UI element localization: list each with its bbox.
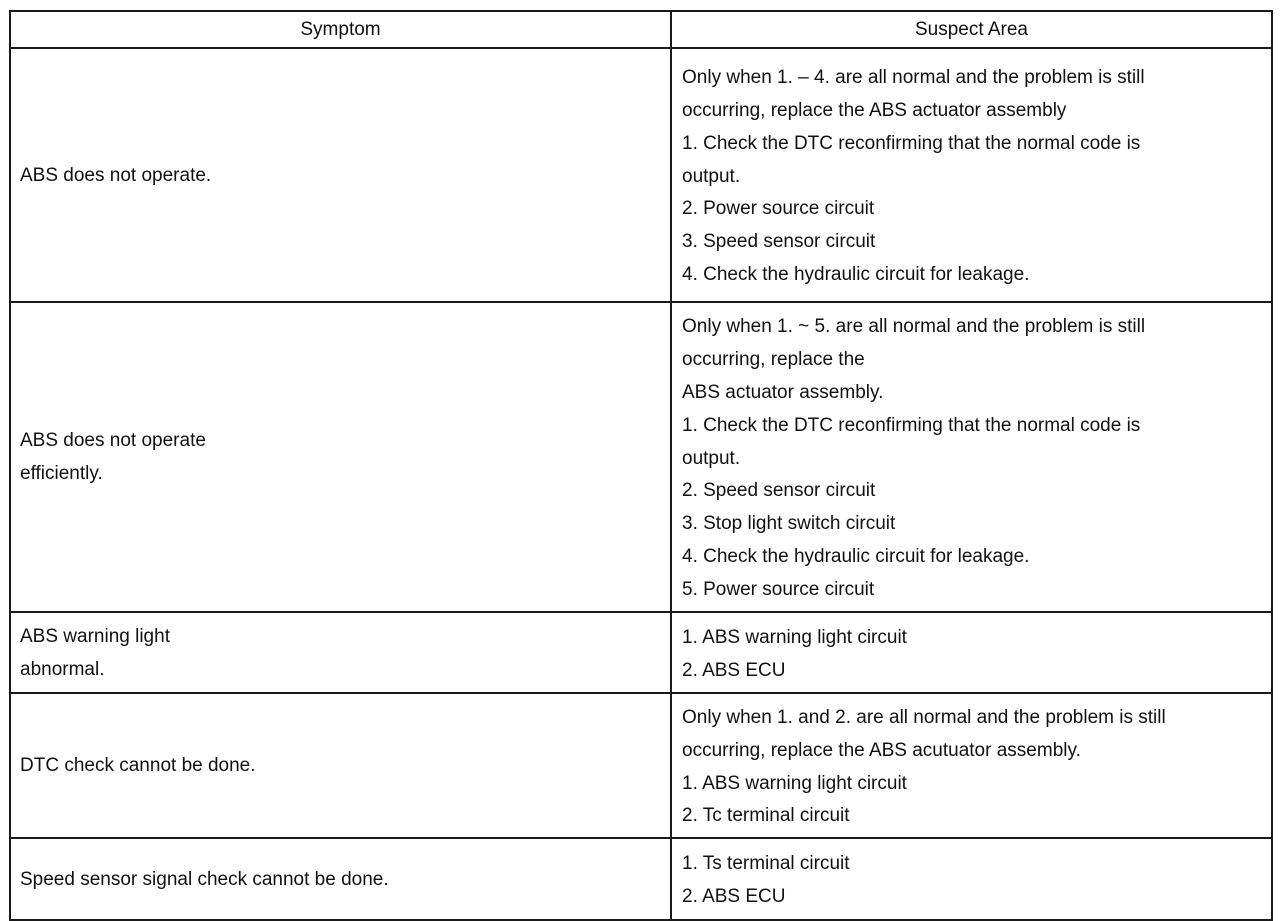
symptom-cell	[10, 302, 671, 612]
area-line: output.	[682, 447, 741, 469]
symptom-line: ABS does not operate	[20, 430, 206, 451]
suspect-area-cell	[671, 302, 1272, 612]
area-line: 2. Speed sensor circuit	[682, 480, 876, 502]
symptom-line: abnormal.	[20, 658, 105, 680]
symptom-table	[9, 10, 1273, 921]
symptom-line: ABS does not operate.	[20, 164, 212, 186]
suspect-area-cell	[671, 48, 1272, 302]
symptom-line: ABS warning light	[20, 625, 170, 647]
table-row	[10, 302, 1272, 612]
area-line: 1. Ts terminal circuit	[682, 853, 850, 875]
symptom-cell	[10, 612, 671, 693]
area-line: occurring, replace the ABS actuator assembly	[682, 100, 1067, 121]
suspect-area-cell	[671, 693, 1272, 838]
suspect-area-cell	[671, 838, 1272, 920]
symptom-line: DTC check cannot be done.	[20, 755, 256, 776]
area-line: 1. ABS warning light circuit	[682, 772, 907, 794]
area-line: 2. Tc terminal circuit	[682, 805, 850, 827]
symptom-cell	[10, 693, 671, 838]
table-row	[10, 838, 1272, 920]
table-row	[10, 693, 1272, 838]
area-line: occurring, replace the ABS acutuator assembly.	[682, 739, 1081, 761]
troubleshooting-sheet	[9, 10, 1271, 921]
area-line: 4. Check the hydraulic circuit for leakage.	[682, 545, 1030, 567]
area-line: Only when 1. – 4. are all normal and the problem is still	[682, 67, 1145, 89]
header-symptom: Symptom	[10, 11, 671, 48]
area-line: Only when 1. and 2. are all normal and the problem is still	[682, 706, 1166, 728]
symptom-cell	[10, 838, 671, 920]
suspect-area-cell	[671, 612, 1272, 693]
symptom-cell	[10, 48, 671, 302]
area-line: occurring, replace the	[682, 349, 865, 371]
area-line: 1. ABS warning light circuit	[682, 626, 907, 648]
area-line: 2. Power source circuit	[682, 198, 875, 220]
symptom-line: Speed sensor signal check cannot be done.	[20, 868, 389, 890]
area-line: 5. Power source circuit	[682, 578, 875, 600]
symptom-line: efficiently.	[20, 463, 103, 484]
table-row	[10, 612, 1272, 693]
area-line: 1. Check the DTC reconfirming that the normal code is	[682, 132, 1141, 154]
area-line: 3. Speed sensor circuit	[682, 231, 876, 253]
area-line: 3. Stop light switch circuit	[682, 513, 896, 535]
area-line: output.	[682, 165, 741, 187]
table-row	[10, 48, 1272, 302]
header-suspect-area: Suspect Area	[671, 11, 1272, 48]
area-line: 1. Check the DTC reconfirming that the normal code is	[682, 414, 1141, 436]
header-row	[10, 11, 1272, 48]
area-line: 2. ABS ECU	[682, 886, 786, 907]
area-line: 4. Check the hydraulic circuit for leakage.	[682, 263, 1030, 285]
area-line: ABS actuator assembly.	[682, 382, 884, 403]
area-line: Only when 1. ~ 5. are all normal and the problem is still	[682, 316, 1146, 338]
area-line: 2. ABS ECU	[682, 659, 786, 681]
